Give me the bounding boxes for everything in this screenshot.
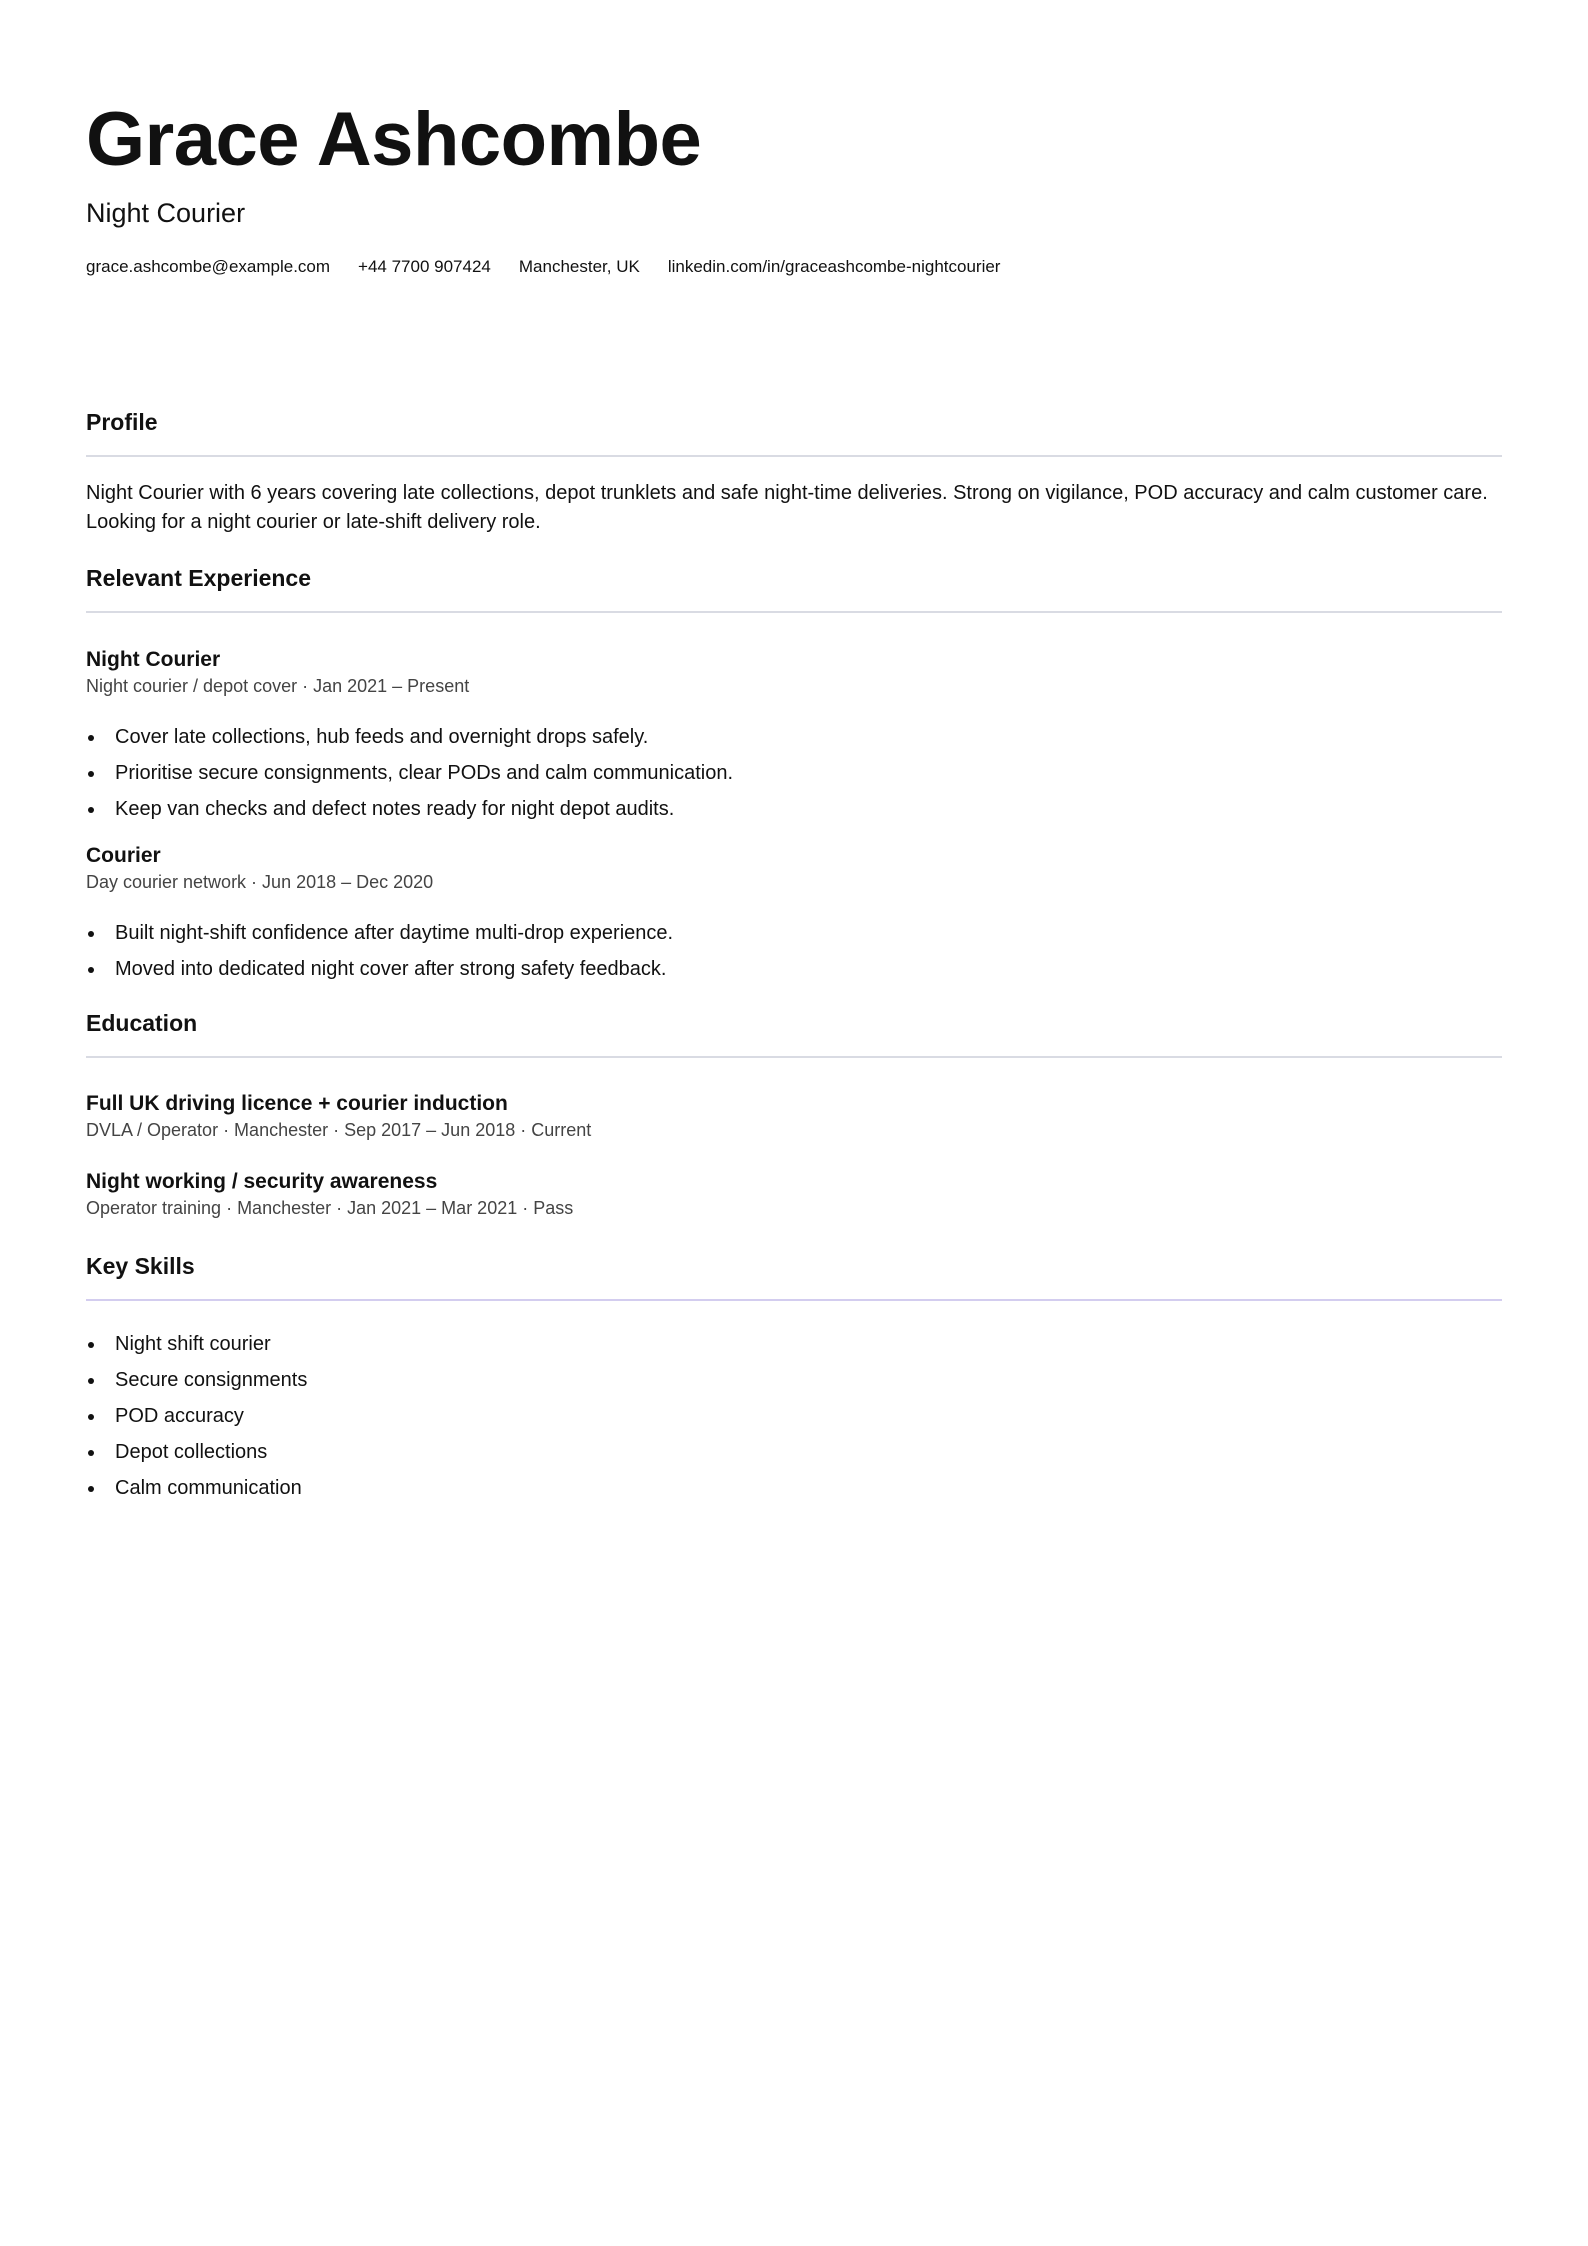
contact-linkedin[interactable]: linkedin.com/in/graceashcombe-nightcourier <box>667 257 1001 276</box>
job-bullet: Moved into dedicated night cover after strong safety feedback. <box>86 951 1502 987</box>
contact-phone[interactable]: +44 7700 907424 <box>358 257 491 276</box>
skill-item: Secure consignments <box>86 1362 307 1398</box>
education-entry <box>86 1091 591 1143</box>
candidate-headline: Night Courier <box>86 198 246 228</box>
education-title: Full UK driving licence + courier induction <box>86 1092 508 1115</box>
job-bullet-list <box>86 719 1502 827</box>
skill-item: POD accuracy <box>86 1398 307 1434</box>
contact-location: Manchester, UK <box>518 257 640 276</box>
section-heading-education: Education <box>86 1008 1502 1058</box>
profile-summary: Night Courier with 6 years covering late collections, depot trunklets and safe night-time deliveries. Strong on vigilance, POD accuracy and calm customer care. Looking for a night courier or late-shift delivery role. <box>86 482 1488 533</box>
section-heading-skills: Key Skills <box>86 1251 1502 1301</box>
job-meta: Day courier network · Jun 2018 – Dec 2020 <box>86 872 434 892</box>
job-bullet: Prioritise secure consignments, clear PODs and calm communication. <box>86 755 1502 791</box>
experience-entry <box>86 843 1502 987</box>
contact-bar <box>86 255 1000 279</box>
skill-item: Calm communication <box>86 1470 307 1506</box>
skills-list-container <box>86 1326 307 1506</box>
skill-item: Night shift courier <box>86 1326 307 1362</box>
job-bullet-list <box>86 915 1502 987</box>
section-heading-experience: Relevant Experience <box>86 563 1502 613</box>
job-title: Courier <box>86 844 161 867</box>
job-title: Night Courier <box>86 648 221 671</box>
skill-item: Depot collections <box>86 1434 307 1470</box>
job-bullet: Built night-shift confidence after daytime multi-drop experience. <box>86 915 1502 951</box>
contact-email[interactable]: grace.ashcombe@example.com <box>86 257 331 276</box>
job-meta: Night courier / depot cover · Jan 2021 – Present <box>86 676 470 696</box>
experience-entry <box>86 647 1502 827</box>
skills-list <box>86 1326 307 1506</box>
candidate-name: Grace Ashcombe <box>86 97 702 182</box>
education-meta: DVLA / Operator · Manchester · Sep 2017 – Jun 2018 · Current <box>86 1120 592 1140</box>
education-meta: Operator training · Manchester · Jan 2021 – Mar 2021 · Pass <box>86 1198 574 1218</box>
job-bullet: Cover late collections, hub feeds and overnight drops safely. <box>86 719 1502 755</box>
education-title: Night working / security awareness <box>86 1170 438 1193</box>
section-heading-profile: Profile <box>86 407 1502 457</box>
education-entry <box>86 1169 573 1221</box>
job-bullet: Keep van checks and defect notes ready for night depot audits. <box>86 791 1502 827</box>
